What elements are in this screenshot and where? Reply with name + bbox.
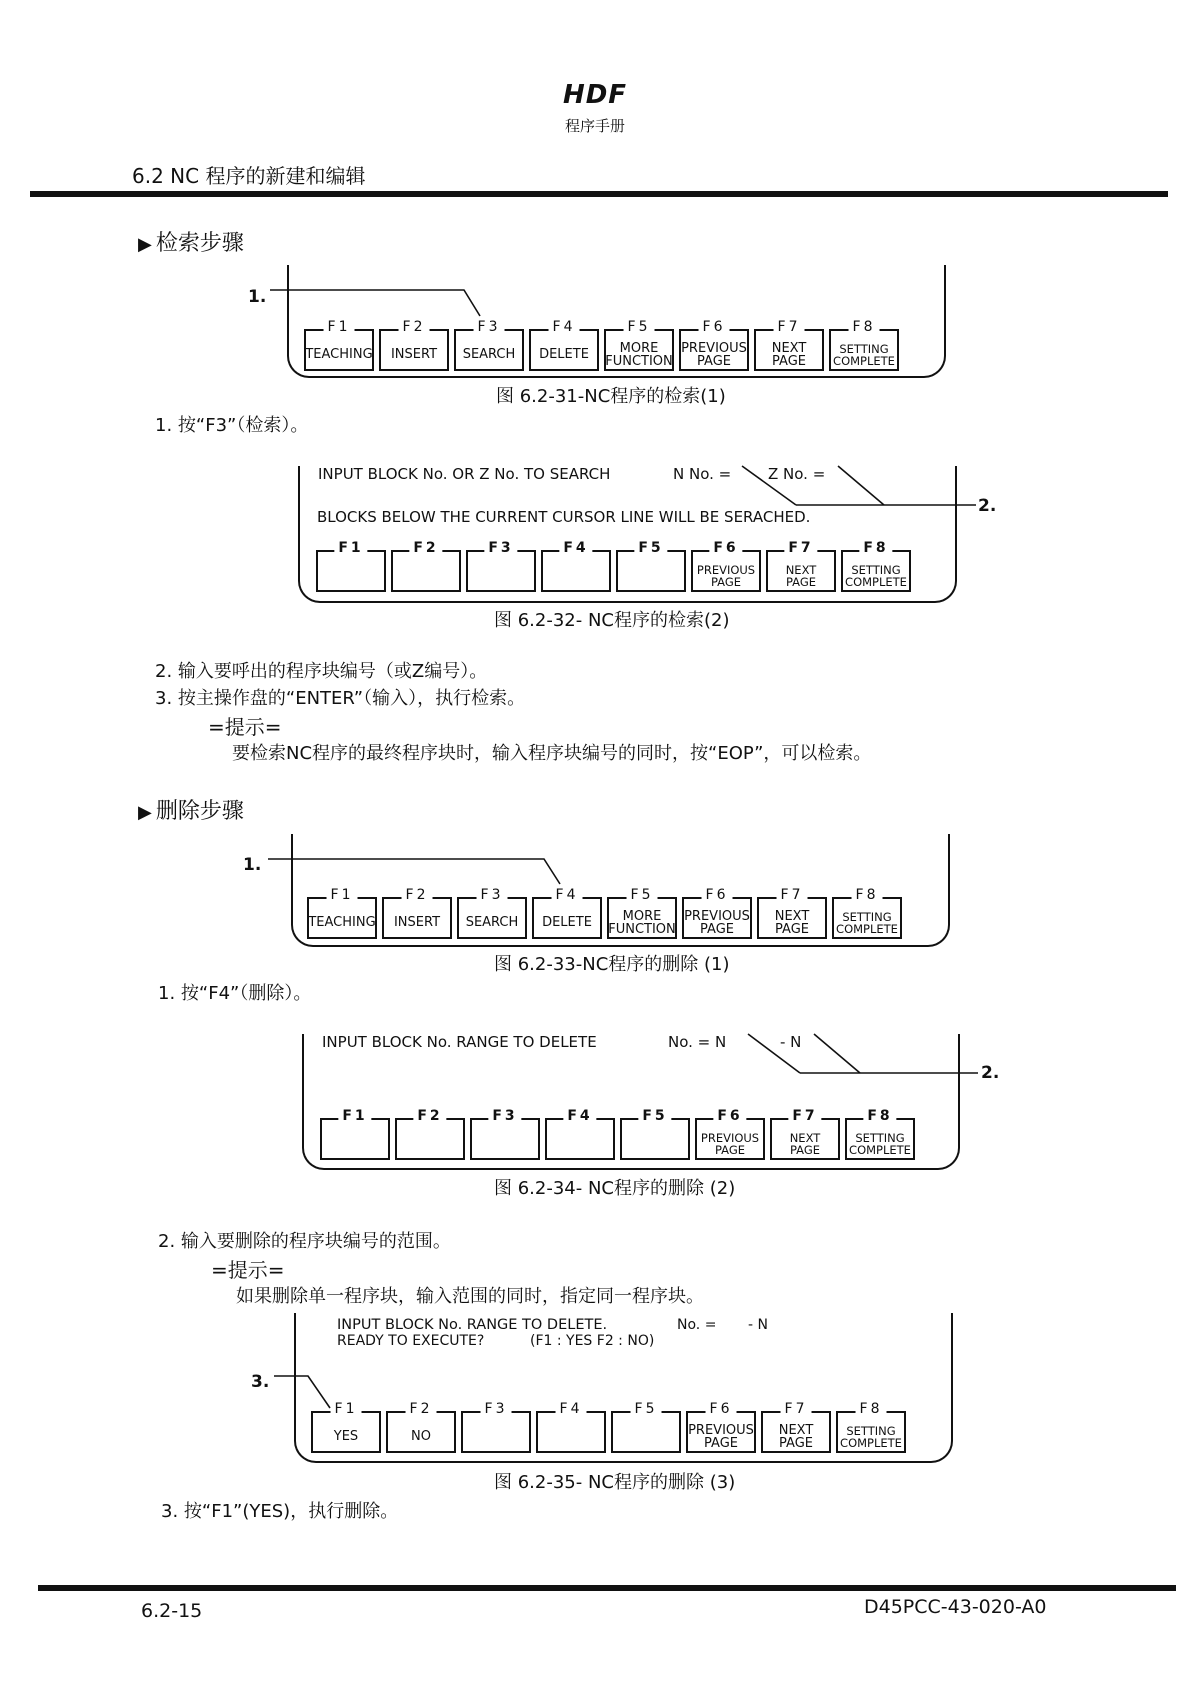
leader-search-2b bbox=[838, 466, 884, 505]
fkey-f1-yes[interactable]: F1 YES bbox=[311, 1411, 381, 1453]
figure-caption: 图 6.2-33-NC程序的删除 (1) bbox=[494, 954, 730, 975]
manual-subtitle: 程序手册 bbox=[564, 117, 625, 135]
fkey-f3[interactable]: F3 bbox=[470, 1118, 540, 1160]
fkey-f2[interactable]: F2 INSERT bbox=[382, 897, 452, 939]
leader-delete-2a bbox=[748, 1034, 800, 1073]
fkey-f5[interactable]: F5 bbox=[616, 550, 686, 592]
fkey-f1[interactable]: F1 TEACHING bbox=[307, 897, 377, 939]
confirm-options: (F1 : YES F2 : NO) bbox=[530, 1333, 655, 1349]
leader-search-2a bbox=[742, 466, 796, 505]
fkey-f5[interactable]: F5 bbox=[620, 1118, 690, 1160]
n-end-label: - N bbox=[748, 1317, 768, 1333]
fkey-f8[interactable]: F8 SETTING COMPLETE bbox=[832, 897, 902, 939]
fkey-f2[interactable]: F2 bbox=[395, 1118, 465, 1160]
fkey-f2[interactable]: F2 bbox=[391, 550, 461, 592]
leader-delete-2b bbox=[814, 1034, 860, 1073]
fkey-f4[interactable]: F4 bbox=[541, 550, 611, 592]
no-label: No. = N bbox=[668, 1033, 727, 1051]
search-hint-body: 要检索NC程序的最终程序块时，输入程序块编号的同时，按“EOP”，可以检索。 bbox=[232, 743, 872, 764]
fkey-f2[interactable]: F2 INSERT bbox=[379, 329, 449, 371]
fkey-f1[interactable]: F1 bbox=[316, 550, 386, 592]
fkey-f1[interactable]: F1 bbox=[320, 1118, 390, 1160]
confirm-line-1: INPUT BLOCK No. RANGE TO DELETE. bbox=[337, 1317, 608, 1333]
fkey-f6[interactable]: F6 PREVIOUS PAGE bbox=[691, 550, 761, 592]
section-title: 6.2 NC 程序的新建和编辑 bbox=[132, 164, 366, 188]
callout-1: 1. bbox=[248, 287, 267, 307]
fkey-f3[interactable]: F3 bbox=[461, 1411, 531, 1453]
delete-step-3: 3. 按“F1”(YES)，执行删除。 bbox=[161, 1501, 399, 1522]
fkey-f7[interactable]: F7 NEXT PAGE bbox=[770, 1118, 840, 1160]
fkey-f4[interactable]: F4 DELETE bbox=[532, 897, 602, 939]
search-hint-title: =提示= bbox=[208, 715, 282, 739]
figure-caption: 图 6.2-35- NC程序的删除 (3) bbox=[494, 1472, 736, 1493]
search-step-2: 2. 输入要呼出的程序块编号（或Z编号）。 bbox=[155, 661, 488, 682]
fkey-f8[interactable]: F8 SETTING COMPLETE bbox=[845, 1118, 915, 1160]
fkey-f7[interactable]: F7 NEXT PAGE bbox=[757, 897, 827, 939]
fkey-f8[interactable]: F8 SETTING COMPLETE bbox=[836, 1411, 906, 1453]
delete-step-2: 2. 输入要删除的程序块编号的范围。 bbox=[158, 1231, 451, 1252]
fkey-f8[interactable]: F8 SETTING COMPLETE bbox=[841, 550, 911, 592]
fkey-f3[interactable]: F3 SEARCH bbox=[457, 897, 527, 939]
figure-caption: 图 6.2-32- NC程序的检索(2) bbox=[494, 610, 730, 631]
fkey-f8[interactable]: F8 SETTING COMPLETE bbox=[829, 329, 899, 371]
fkey-f3[interactable]: F3 SEARCH bbox=[454, 329, 524, 371]
fkey-f6[interactable]: F6 PREVIOUS PAGE bbox=[686, 1411, 756, 1453]
search-heading: ▶ 检索步骤 bbox=[138, 231, 244, 256]
figure-caption: 图 6.2-34- NC程序的删除 (2) bbox=[494, 1178, 736, 1199]
fkey-f7[interactable]: F7 NEXT PAGE bbox=[761, 1411, 831, 1453]
search-step-1: 1. 按“F3”（检索）。 bbox=[155, 415, 309, 436]
fkey-f2-no[interactable]: F2 NO bbox=[386, 1411, 456, 1453]
figure-caption: 图 6.2-31-NC程序的检索(1) bbox=[496, 386, 726, 407]
delete-prompt: INPUT BLOCK No. RANGE TO DELETE bbox=[322, 1033, 597, 1051]
confirm-line-2: READY TO EXECUTE? bbox=[337, 1333, 485, 1349]
callout-3: 3. bbox=[251, 1372, 270, 1392]
fkey-f5[interactable]: F5 MORE FUNCTION bbox=[604, 329, 674, 371]
fkey-f7[interactable]: F7 NEXT PAGE bbox=[766, 550, 836, 592]
leader-delete-3 bbox=[274, 1376, 330, 1408]
fkey-f5[interactable]: F5 MORE FUNCTION bbox=[607, 897, 677, 939]
callout-2: 2. bbox=[981, 1063, 1000, 1083]
delete-heading: ▶ 删除步骤 bbox=[138, 799, 244, 824]
delete-hint-body: 如果删除单一程序块，输入范围的同时，指定同一程序块。 bbox=[236, 1286, 704, 1307]
z-no-label: Z No. = bbox=[768, 465, 826, 483]
search-message: BLOCKS BELOW THE CURRENT CURSOR LINE WILL BE SERACHED. bbox=[317, 508, 811, 526]
delete-step-1: 1. 按“F4”（删除）。 bbox=[158, 983, 312, 1004]
fkey-f4[interactable]: F4 bbox=[545, 1118, 615, 1160]
fkey-f4[interactable]: F4 bbox=[536, 1411, 606, 1453]
fkey-f7[interactable]: F7 NEXT PAGE bbox=[754, 329, 824, 371]
delete-hint-title: =提示= bbox=[211, 1258, 285, 1282]
callout-1: 1. bbox=[243, 855, 262, 875]
fkey-f1[interactable]: F1 TEACHING bbox=[304, 329, 374, 371]
no-label: No. = bbox=[677, 1317, 717, 1333]
fkey-f3[interactable]: F3 bbox=[466, 550, 536, 592]
brand-title: HDF bbox=[562, 80, 628, 110]
n-end-label: - N bbox=[780, 1033, 802, 1051]
triangle-bullet-icon: ▶ bbox=[138, 802, 152, 823]
leader-search-1 bbox=[270, 290, 480, 316]
page-number: 6.2-15 bbox=[141, 1600, 203, 1622]
fkey-f5[interactable]: F5 bbox=[611, 1411, 681, 1453]
fkey-f6[interactable]: F6 PREVIOUS PAGE bbox=[682, 897, 752, 939]
fkey-f4[interactable]: F4 DELETE bbox=[529, 329, 599, 371]
search-prompt: INPUT BLOCK No. OR Z No. TO SEARCH bbox=[318, 465, 611, 483]
callout-2: 2. bbox=[978, 496, 997, 516]
document-code: D45PCC-43-020-A0 bbox=[864, 1596, 1047, 1618]
fkey-f6[interactable]: F6 PREVIOUS PAGE bbox=[695, 1118, 765, 1160]
leader-delete-1 bbox=[268, 859, 560, 884]
triangle-bullet-icon: ▶ bbox=[138, 234, 152, 255]
fkey-f6[interactable]: F6 PREVIOUS PAGE bbox=[679, 329, 749, 371]
n-no-label: N No. = bbox=[673, 465, 732, 483]
search-step-3: 3. 按主操作盘的“ENTER”（输入），执行检索。 bbox=[155, 688, 526, 709]
